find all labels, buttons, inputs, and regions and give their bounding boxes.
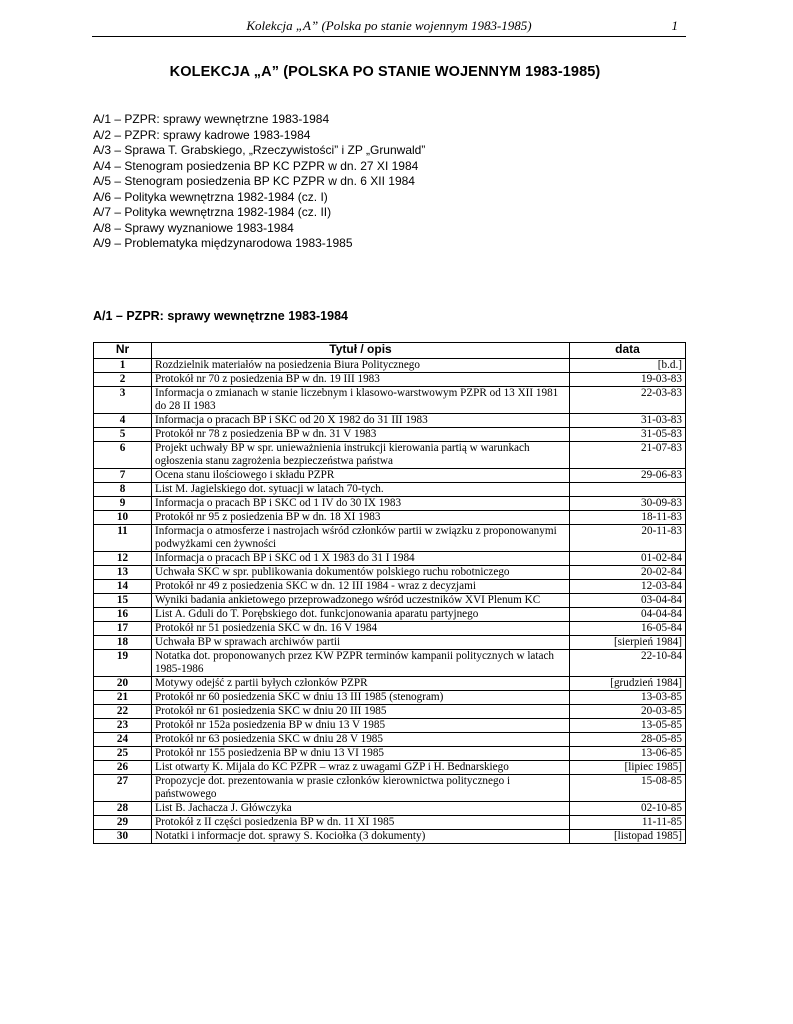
row-date: [lipiec 1985] [570, 761, 686, 775]
table-row [94, 636, 686, 650]
row-number: 1 [94, 359, 152, 373]
row-date: 18-11-83 [570, 511, 686, 525]
table-row [94, 747, 686, 761]
row-title: Wyniki badania ankietowego przeprowadzonego wśród uczestników XVI Plenum KC [152, 594, 570, 608]
row-title: List A. Gduli do T. Porębskiego dot. funkcjonowania aparatu partyjnego [152, 608, 570, 622]
toc-item: A/9 – Problematyka międzynarodowa 1983-1985 [93, 236, 353, 250]
row-number: 25 [94, 747, 152, 761]
documents-table [93, 342, 686, 844]
table-row [94, 608, 686, 622]
toc-item: A/2 – PZPR: sprawy kadrowe 1983-1984 [93, 127, 311, 142]
row-number: 28 [94, 802, 152, 816]
row-date: 16-05-84 [570, 622, 686, 636]
row-date: [b.d.] [570, 359, 686, 373]
row-title: Protokół nr 70 z posiedzenia BP w dn. 19 III 1983 [152, 373, 570, 387]
row-number: 3 [94, 387, 152, 414]
toc-item: A/5 – Stenogram posiedzenia BP KC PZPR w dn. 6 XII 1984 [93, 174, 415, 188]
row-number: 8 [94, 483, 152, 497]
toc-item: A/6 – Polityka wewnętrzna 1982-1984 (cz. I) [93, 189, 328, 204]
row-title: Informacja o pracach BP i SKC od 1 IV do 30 IX 1983 [152, 497, 570, 511]
row-title: Uchwała BP w sprawach archiwów partii [152, 636, 570, 650]
row-date: 13-05-85 [570, 719, 686, 733]
row-number: 9 [94, 497, 152, 511]
row-number: 27 [94, 775, 152, 802]
row-title: Informacja o pracach BP i SKC od 1 X 1983 do 31 I 1984 [152, 552, 570, 566]
row-number: 7 [94, 469, 152, 483]
row-number: 6 [94, 442, 152, 469]
row-number: 26 [94, 761, 152, 775]
row-number: 11 [94, 525, 152, 552]
row-date: 20-02-84 [570, 566, 686, 580]
row-date: 20-03-85 [570, 705, 686, 719]
running-header-title: Kolekcja „A” (Polska po stanie wojennym 1983-1985) [246, 18, 532, 33]
row-date: 19-03-83 [570, 373, 686, 387]
row-number: 2 [94, 373, 152, 387]
table-row [94, 483, 686, 497]
row-date: 04-04-84 [570, 608, 686, 622]
row-title: Uchwała SKC w spr. publikowania dokumentów polskiego ruchu robotniczego [152, 566, 570, 580]
row-title: Notatka dot. proponowanych przez KW PZPR terminów kampanii politycznych w latach 1985-1986 [152, 650, 570, 677]
table-row [94, 552, 686, 566]
row-date: 01-02-84 [570, 552, 686, 566]
row-title: Protokół nr 51 posiedzenia SKC w dn. 16 V 1984 [152, 622, 570, 636]
collection-contents-list [93, 112, 425, 252]
row-number: 23 [94, 719, 152, 733]
row-title: Informacja o pracach BP i SKC od 20 X 1982 do 31 III 1983 [152, 414, 570, 428]
column-header-nr: Nr [94, 343, 152, 359]
table-row [94, 469, 686, 483]
table-row [94, 802, 686, 816]
table-row [94, 566, 686, 580]
column-header-title: Tytuł / opis [152, 343, 570, 359]
row-number: 19 [94, 650, 152, 677]
row-title: Protokół z II części posiedzenia BP w dn. 11 XI 1985 [152, 816, 570, 830]
row-date: 22-03-83 [570, 387, 686, 414]
row-title: Protokół nr 63 posiedzenia SKC w dniu 28 V 1985 [152, 733, 570, 747]
table-row [94, 650, 686, 677]
toc-item: A/4 – Stenogram posiedzenia BP KC PZPR w dn. 27 XI 1984 [93, 158, 419, 173]
table-row [94, 830, 686, 844]
row-number: 15 [94, 594, 152, 608]
row-number: 30 [94, 830, 152, 844]
table-row [94, 705, 686, 719]
row-title: Informacja o atmosferze i nastrojach wśród członków partii w związku z proponowanymi podwyżkami cen żywności [152, 525, 570, 552]
running-header [92, 14, 686, 37]
row-number: 21 [94, 691, 152, 705]
row-title: List otwarty K. Mijala do KC PZPR – wraz z uwagami GZP i H. Bednarskiego [152, 761, 570, 775]
page-title: KOLEKCJA „A” (POLSKA PO STANIE WOJENNYM 1983-1985) [169, 64, 601, 80]
table-row [94, 359, 686, 373]
row-title: Ocena stanu ilościowego i składu PZPR [152, 469, 570, 483]
row-number: 12 [94, 552, 152, 566]
row-date: 31-05-83 [570, 428, 686, 442]
row-date: 02-10-85 [570, 802, 686, 816]
table-row [94, 594, 686, 608]
row-number: 24 [94, 733, 152, 747]
page-number: 1 [671, 18, 678, 33]
row-number: 10 [94, 511, 152, 525]
row-number: 18 [94, 636, 152, 650]
table-row [94, 497, 686, 511]
table-header-row [94, 343, 686, 359]
row-date: [listopad 1985] [570, 830, 686, 844]
row-title: List M. Jagielskiego dot. sytuacji w latach 70-tych. [152, 483, 570, 497]
row-date [570, 483, 686, 497]
toc-item: A/8 – Sprawy wyznaniowe 1983-1984 [93, 220, 294, 235]
row-number: 16 [94, 608, 152, 622]
toc-item: A/3 – Sprawa T. Grabskiego, „Rzeczywistości” i ZP „Grunwald” [93, 143, 426, 157]
row-date: 31-03-83 [570, 414, 686, 428]
table-row [94, 387, 686, 414]
table-row [94, 622, 686, 636]
row-title: Protokół nr 49 z posiedzenia SKC w dn. 12 III 1984 - wraz z decyzjami [152, 580, 570, 594]
table-row [94, 511, 686, 525]
row-date: 12-03-84 [570, 580, 686, 594]
row-title: Protokół nr 95 z posiedzenia BP w dn. 18 XI 1983 [152, 511, 570, 525]
row-date: 13-03-85 [570, 691, 686, 705]
row-number: 20 [94, 677, 152, 691]
row-number: 5 [94, 428, 152, 442]
table-row [94, 442, 686, 469]
row-number: 13 [94, 566, 152, 580]
row-title: Propozycje dot. prezentowania w prasie członków kierownictwa politycznego i państwowego [152, 775, 570, 802]
table-row [94, 580, 686, 594]
row-date: 20-11-83 [570, 525, 686, 552]
row-title: Projekt uchwały BP w spr. unieważnienia instrukcji kierowania partią w warunkach ogłoszenia stanu zagrożenia bezpieczeństwa państwa [152, 442, 570, 469]
row-title: Protokół nr 78 z posiedzenia BP w dn. 31 V 1983 [152, 428, 570, 442]
row-date: 21-07-83 [570, 442, 686, 469]
row-number: 22 [94, 705, 152, 719]
row-date: 11-11-85 [570, 816, 686, 830]
row-date: [grudzień 1984] [570, 677, 686, 691]
row-date: 29-06-83 [570, 469, 686, 483]
row-number: 4 [94, 414, 152, 428]
table-row [94, 373, 686, 387]
table-row [94, 691, 686, 705]
row-title: Informacja o zmianach w stanie liczebnym i klasowo-warstwowym PZPR od 13 XII 1981 do 28 II 1983 [152, 387, 570, 414]
table-row [94, 677, 686, 691]
table-row [94, 719, 686, 733]
column-header-date: data [570, 343, 686, 359]
row-date: 28-05-85 [570, 733, 686, 747]
row-title: Rozdzielnik materiałów na posiedzenia Biura Politycznego [152, 359, 570, 373]
row-date: 22-10-84 [570, 650, 686, 677]
row-date: [sierpień 1984] [570, 636, 686, 650]
row-title: Protokół nr 60 posiedzenia SKC w dniu 13 III 1985 (stenogram) [152, 691, 570, 705]
table-row [94, 733, 686, 747]
row-number: 29 [94, 816, 152, 830]
table-row [94, 414, 686, 428]
table-row [94, 761, 686, 775]
table-row [94, 428, 686, 442]
toc-item: A/1 – PZPR: sprawy wewnętrzne 1983-1984 [93, 112, 330, 126]
row-number: 17 [94, 622, 152, 636]
toc-item: A/7 – Polityka wewnętrzna 1982-1984 (cz. II) [93, 205, 332, 219]
row-title: List B. Jachacza J. Główczyka [152, 802, 570, 816]
row-date: 15-08-85 [570, 775, 686, 802]
table-row [94, 816, 686, 830]
table-row [94, 775, 686, 802]
row-title: Protokół nr 152a posiedzenia BP w dniu 13 V 1985 [152, 719, 570, 733]
row-title: Protokół nr 155 posiedzenia BP w dniu 13 VI 1985 [152, 747, 570, 761]
row-title: Protokół nr 61 posiedzenia SKC w dniu 20 III 1985 [152, 705, 570, 719]
row-number: 14 [94, 580, 152, 594]
row-date: 03-04-84 [570, 594, 686, 608]
row-date: 30-09-83 [570, 497, 686, 511]
row-date: 13-06-85 [570, 747, 686, 761]
row-title: Motywy odejść z partii byłych członków PZPR [152, 677, 570, 691]
table-row [94, 525, 686, 552]
row-title: Notatki i informacje dot. sprawy S. Kociołka (3 dokumenty) [152, 830, 570, 844]
section-heading: A/1 – PZPR: sprawy wewnętrzne 1983-1984 [93, 309, 348, 323]
